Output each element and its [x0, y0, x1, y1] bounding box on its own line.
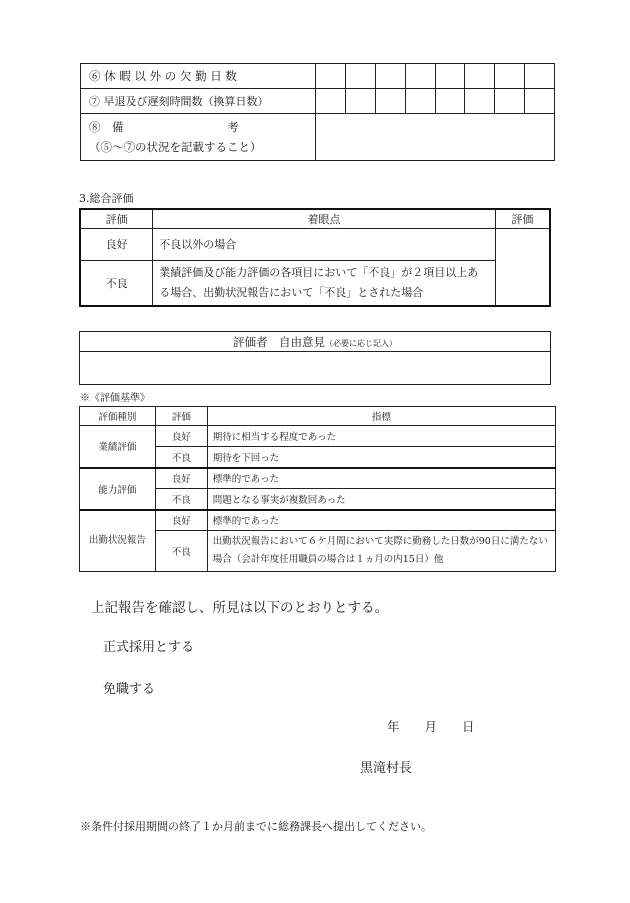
overall-heading: 3.総合評価 — [79, 192, 134, 205]
point-good: 不良以外の場合 — [153, 228, 496, 260]
entry-cell[interactable] — [495, 89, 525, 114]
criteria-indicator: 期待に相当する程度であった — [207, 426, 555, 447]
category-ability: 能力評価 — [80, 468, 156, 510]
header-eval: 評価 — [495, 209, 550, 228]
grade-good: 良好 — [80, 228, 153, 260]
entry-cell[interactable] — [495, 64, 525, 89]
remarks-label: ⑧ 備 考 — [89, 120, 239, 134]
table-row — [80, 260, 550, 306]
opinion-title: 評価者 自由意見 — [233, 334, 325, 349]
category-performance: 業績評価 — [80, 426, 156, 468]
entry-cell[interactable] — [465, 89, 495, 114]
entry-cell[interactable] — [435, 64, 465, 89]
table-row — [81, 114, 555, 161]
criteria-heading: ※《評価基準》 — [80, 393, 150, 404]
criteria-indicator: 標準的であった — [207, 510, 555, 531]
criteria-grade: 不良 — [155, 447, 207, 468]
criteria-grade: 良好 — [155, 468, 207, 489]
criteria-grade: 不良 — [155, 489, 207, 510]
opinion-header — [80, 332, 551, 352]
table-row — [80, 228, 550, 260]
late-early-label: ⑦ 早退及び遅刻時間数（換算日数） — [81, 89, 316, 114]
overall-table — [79, 208, 551, 307]
entry-cell[interactable] — [316, 64, 346, 89]
grade-bad: 不良 — [80, 260, 153, 306]
date-line: 年 月 日 — [387, 719, 475, 734]
criteria-header-grade: 評価 — [155, 407, 207, 426]
table-row — [80, 510, 556, 531]
option-dismiss[interactable]: 免職する — [103, 682, 156, 697]
entry-cell[interactable] — [525, 89, 555, 114]
remarks-field[interactable] — [316, 114, 555, 161]
opinion-field[interactable] — [80, 352, 551, 385]
criteria-indicator: 出勤状況報告において６ケ月間において実際に勤務した日数が90日に満たない場合（会計年度任用職員の場合は１ヵ月の内15日）他 — [207, 531, 555, 572]
criteria-header-indicator: 指標 — [207, 407, 555, 426]
table-row — [81, 89, 555, 114]
opinion-box — [79, 331, 551, 385]
table-row — [81, 64, 555, 89]
option-formal-hire[interactable]: 正式採用とする — [103, 640, 195, 655]
absence-days-label: ⑥ 休 暇 以 外 の 欠 勤 日 数 — [81, 64, 316, 89]
opinion-note: （必要に応じ記入） — [325, 338, 397, 348]
criteria-table — [79, 406, 556, 572]
entry-cell[interactable] — [346, 89, 376, 114]
table-row — [80, 209, 550, 228]
entry-cell[interactable] — [376, 64, 406, 89]
entry-cell[interactable] — [405, 64, 435, 89]
table-row — [80, 407, 556, 426]
attendance-table — [80, 63, 555, 161]
remarks-sub: （⑤～⑦の状況を記載すること） — [89, 140, 262, 154]
header-point: 着眼点 — [153, 209, 496, 228]
entry-cell[interactable] — [405, 89, 435, 114]
table-row — [80, 426, 556, 447]
entry-cell[interactable] — [435, 89, 465, 114]
entry-cell[interactable] — [525, 64, 555, 89]
entry-cell[interactable] — [316, 89, 346, 114]
footer-note: ※条件付採用期間の終了１か月前までに総務課長へ提出してください。 — [80, 820, 432, 833]
criteria-header-category: 評価種別 — [80, 407, 156, 426]
criteria-grade: 良好 — [155, 510, 207, 531]
entry-cell[interactable] — [465, 64, 495, 89]
overall-eval-input[interactable] — [495, 228, 550, 306]
table-row — [80, 468, 556, 489]
signer: 黒滝村長 — [360, 761, 413, 776]
conclusion-statement: 上記報告を確認し、所見は以下のとおりとする。 — [91, 600, 388, 616]
remarks-label-cell — [81, 114, 316, 161]
criteria-indicator: 標準的であった — [207, 468, 555, 489]
point-bad: 業績評価及び能力評価の各項目において「不良」が２項目以上ある場合、出勤状況報告において「不良」とされた場合 — [153, 260, 496, 306]
header-grade: 評価 — [80, 209, 153, 228]
entry-cell[interactable] — [346, 64, 376, 89]
criteria-indicator: 期待を下回った — [207, 447, 555, 468]
criteria-grade: 不良 — [155, 531, 207, 572]
criteria-indicator: 問題となる事実が複数回あった — [207, 489, 555, 510]
category-attendance: 出勤状況報告 — [80, 510, 156, 572]
criteria-grade: 良好 — [155, 426, 207, 447]
entry-cell[interactable] — [376, 89, 406, 114]
